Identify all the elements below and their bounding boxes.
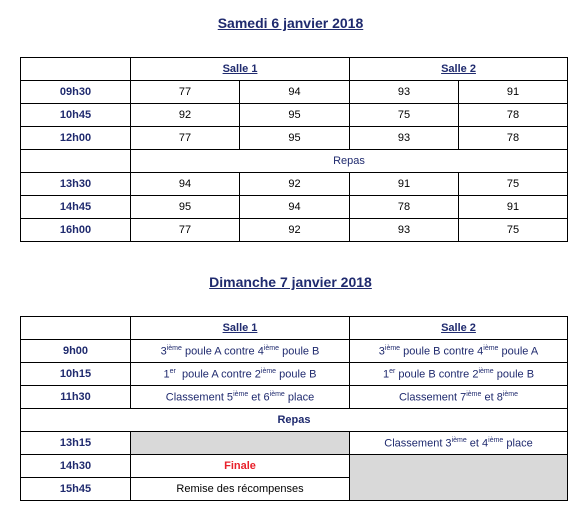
- score-cell: 91: [459, 196, 568, 219]
- empty-grey-cell: [350, 455, 568, 501]
- score-cell: 78: [350, 196, 459, 219]
- repas-label: Repas: [21, 409, 568, 432]
- day2-schedule-table: [20, 316, 568, 501]
- match-cell: Classement 7ième et 8ième: [350, 386, 568, 409]
- table-row: [21, 386, 568, 409]
- table-row: [21, 173, 568, 196]
- score-cell: 94: [240, 81, 350, 104]
- empty-grey-cell: [131, 432, 350, 455]
- time-cell: 15h45: [21, 478, 131, 501]
- score-cell: 77: [131, 81, 240, 104]
- table-header-row: [21, 58, 568, 81]
- time-cell: 13h15: [21, 432, 131, 455]
- score-cell: 94: [240, 196, 350, 219]
- score-cell: 78: [459, 104, 568, 127]
- score-cell: 91: [350, 173, 459, 196]
- salle1-header: Salle 1: [131, 58, 350, 81]
- score-cell: 92: [240, 173, 350, 196]
- finale-cell: Finale: [131, 455, 350, 478]
- salle2-header: Salle 2: [350, 58, 568, 81]
- day1-title: Samedi 6 janvier 2018: [217, 15, 364, 31]
- score-cell: 95: [240, 127, 350, 150]
- time-cell: 14h45: [21, 196, 131, 219]
- score-cell: 94: [131, 173, 240, 196]
- remise-cell: Remise des récompenses: [131, 478, 350, 501]
- time-cell: 13h30: [21, 173, 131, 196]
- time-cell: 9h00: [21, 340, 131, 363]
- table-row: [21, 127, 568, 150]
- table-row: [21, 219, 568, 242]
- time-cell: 12h00: [21, 127, 131, 150]
- repas-row: [21, 409, 568, 432]
- table-row: [21, 196, 568, 219]
- score-cell: 92: [131, 104, 240, 127]
- score-cell: 75: [459, 219, 568, 242]
- score-cell: 75: [459, 173, 568, 196]
- score-cell: 91: [459, 81, 568, 104]
- score-cell: 77: [131, 127, 240, 150]
- match-cell: 3ième poule B contre 4ième poule A: [350, 340, 568, 363]
- score-cell: 93: [350, 219, 459, 242]
- salle2-header: Salle 2: [350, 317, 568, 340]
- time-cell: 10h45: [21, 104, 131, 127]
- score-cell: 92: [240, 219, 350, 242]
- table-row: [21, 81, 568, 104]
- match-cell: 1er poule A contre 2ième poule B: [131, 363, 350, 386]
- table-header-row: [21, 317, 568, 340]
- salle1-header: Salle 1: [131, 317, 350, 340]
- table-row: [21, 104, 568, 127]
- empty-cell: [21, 58, 131, 81]
- score-cell: 78: [459, 127, 568, 150]
- time-cell: 09h30: [21, 81, 131, 104]
- score-cell: 93: [350, 127, 459, 150]
- score-cell: 93: [350, 81, 459, 104]
- time-cell: 16h00: [21, 219, 131, 242]
- score-cell: 95: [131, 196, 240, 219]
- time-cell: 10h15: [21, 363, 131, 386]
- table-row: [21, 363, 568, 386]
- match-cell: 1er poule B contre 2ième poule B: [350, 363, 568, 386]
- score-cell: 95: [240, 104, 350, 127]
- empty-cell: [21, 317, 131, 340]
- table-row: [21, 432, 568, 455]
- empty-cell: [21, 150, 131, 173]
- match-cell: Classement 3ième et 4ième place: [350, 432, 568, 455]
- repas-label: Repas: [131, 150, 568, 173]
- score-cell: 77: [131, 219, 240, 242]
- time-cell: 14h30: [21, 455, 131, 478]
- match-cell: 3ième poule A contre 4ième poule B: [131, 340, 350, 363]
- day1-schedule-table: [20, 57, 568, 242]
- day2-title: Dimanche 7 janvier 2018: [209, 274, 372, 290]
- table-row: [21, 455, 568, 478]
- time-cell: 11h30: [21, 386, 131, 409]
- score-cell: 75: [350, 104, 459, 127]
- match-cell: Classement 5ième et 6ième place: [131, 386, 350, 409]
- table-row: [21, 340, 568, 363]
- repas-row: [21, 150, 568, 173]
